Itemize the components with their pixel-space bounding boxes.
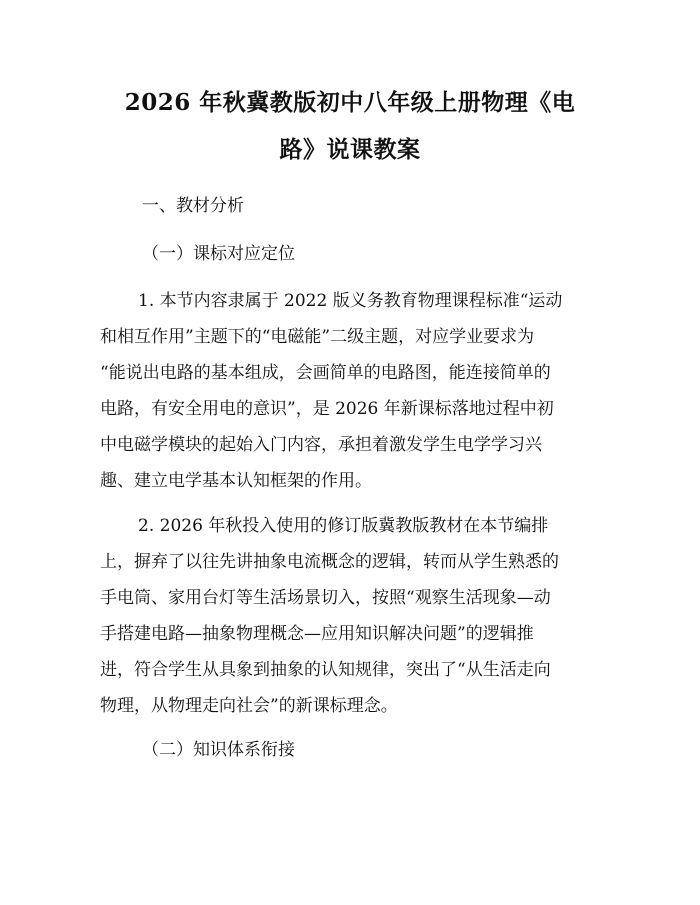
subsection-heading-curriculum-positioning: （一）课标对应定位 [142,244,295,264]
paragraph-line: 1. 本节内容隶属于 2022 版义务教育物理课程标准“运动 [138,291,563,311]
paragraph-line: 电路，有安全用电的意识”，是 2026 年新课标落地过程中初 [100,399,554,419]
section-heading-textbook-analysis: 一、教材分析 [142,196,244,216]
paragraph-line: “能说出电路的基本组成，会画简单的电路图，能连接简单的 [100,363,551,383]
paragraph-line: 上，摒弃了以往先讲抽象电流概念的逻辑，转而从学生熟悉的 [100,552,559,572]
paragraph-line: 进，符合学生从具象到抽象的认知规律，突出了“从生活走向 [100,660,551,680]
paragraph-line: 和相互作用”主题下的“电磁能”二级主题，对应学业要求为 [100,327,535,347]
paragraph-line: 趣、建立电学基本认知框架的作用。 [100,471,372,491]
paragraph-line: 手搭建电路—抽象物理概念—应用知识解决问题”的逻辑推 [100,624,534,644]
document-title-line-1: 2026 年秋冀教版初中八年级上册物理《电 [124,89,576,116]
paragraph-textbook-arrangement [100,508,600,724]
paragraph-line: 物理，从物理走向社会”的新课标理念。 [100,696,398,716]
paragraph-line: 手电筒、家用台灯等生活场景切入，按照“观察生活现象—动 [100,588,551,608]
document-title-line-2: 路》说课教案 [279,136,421,163]
subsection-heading-knowledge-connection: （二）知识体系衔接 [142,740,295,760]
paragraph-line: 中电磁学模块的起始入门内容，承担着激发学生电学学习兴 [100,435,542,455]
paragraph-line: 2. 2026 年秋投入使用的修订版冀教版教材在本节编排 [138,516,549,536]
paragraph-curriculum-standard [100,283,600,499]
